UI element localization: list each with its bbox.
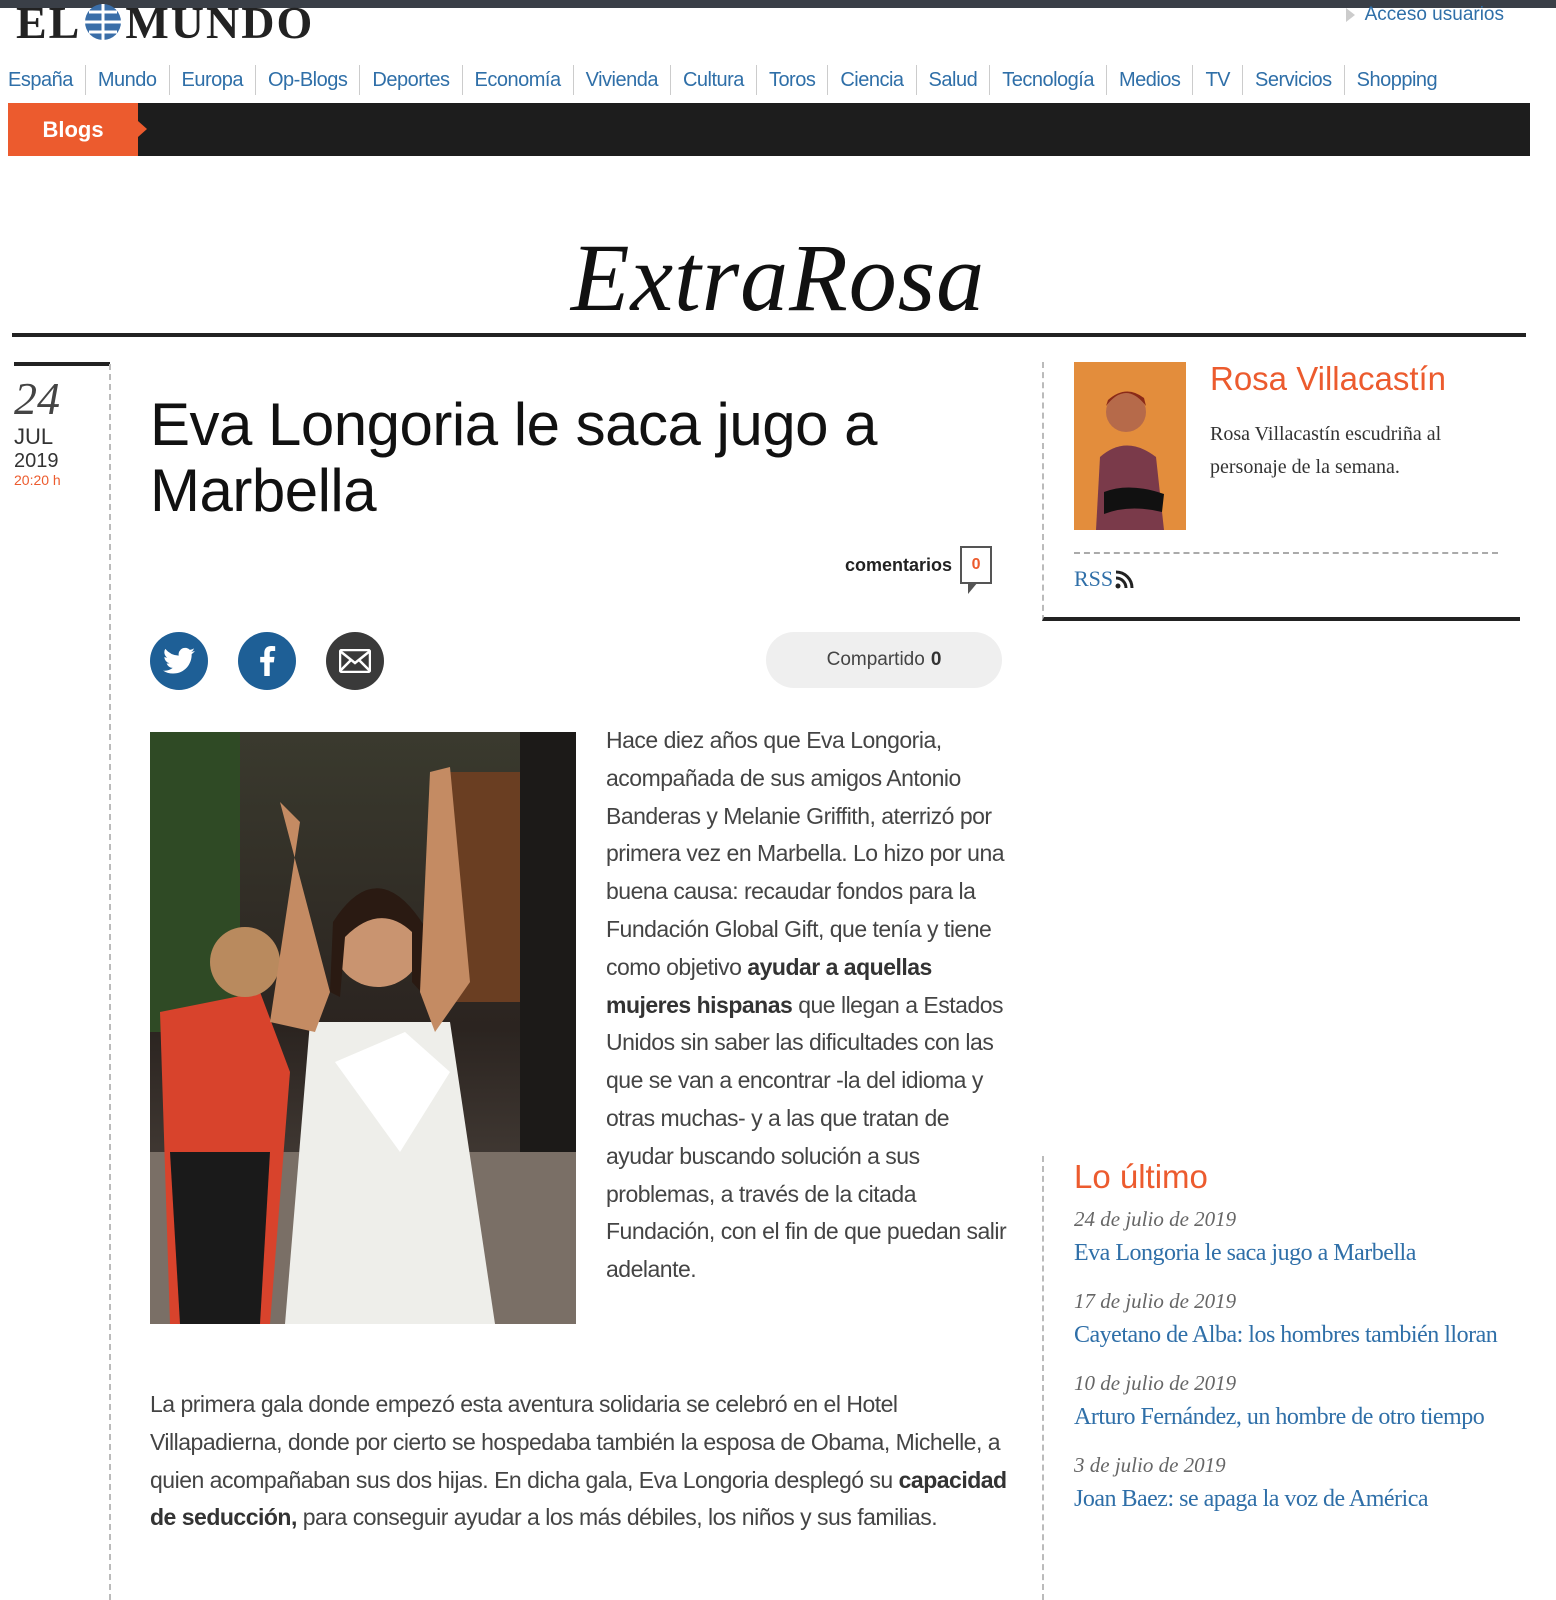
article-photo-image (150, 732, 576, 1324)
latest-link[interactable]: Cayetano de Alba: los hombres también lloran (1074, 1322, 1498, 1348)
nav-item-medios[interactable]: Medios (1107, 65, 1193, 95)
nav-item-toros[interactable]: Toros (757, 65, 828, 95)
share-label: Compartido (826, 649, 925, 670)
list-item (1074, 1286, 1514, 1354)
nav-item-servicios[interactable]: Servicios (1243, 65, 1345, 95)
latest-list (1074, 1204, 1514, 1532)
nav-item-mundo[interactable]: Mundo (86, 65, 170, 95)
nav-item-tv[interactable]: TV (1193, 65, 1243, 95)
share-count: 0 (930, 649, 942, 670)
facebook-share-button[interactable] (238, 632, 296, 690)
nav-item-vivienda[interactable]: Vivienda (574, 65, 671, 95)
latest-date: 17 de julio de 2019 (1074, 1289, 1237, 1313)
mail-icon (339, 649, 371, 673)
logo-text-left: EL (16, 0, 82, 48)
twitter-share-button[interactable] (150, 632, 208, 690)
author-name[interactable]: Rosa Villacastín (1210, 360, 1447, 397)
triangle-icon (1346, 8, 1355, 22)
p1-text-c: que llegan a Estados Unidos sin saber las dificultades con las que se van a encontrar -la del idioma y otras muchas- y a las que tratan de ayudar buscando solución a sus problemas, a través de la citada Fundación, con el fin de que puedan salir adelante. (606, 991, 1007, 1283)
post-date-time: 20:20 h (14, 472, 61, 488)
article-photo[interactable] (150, 732, 576, 1324)
nav-item-deportes[interactable]: Deportes (360, 65, 462, 95)
latest-link[interactable]: Joan Baez: se apaga la voz de América (1074, 1486, 1428, 1512)
post-date-day: 24 (14, 373, 60, 424)
p2-text-bold: capacidad de seducción, (150, 1466, 1007, 1531)
post-date-month: JUL (14, 424, 54, 449)
p1-text-a: Hace diez años que Eva Longoria, acompañada de sus amigos Antonio Banderas y Melanie Griffith, aterrizó por primera vez en Marbella. Lo hizo por una buena causa: recaudar fondos para la Fundación Global Gift, que tenía y tiene como objetivo (606, 727, 1005, 980)
share-icons (150, 632, 384, 690)
twitter-icon (163, 647, 195, 675)
comment-bubble-icon (960, 546, 992, 584)
nav-item-europa[interactable]: Europa (170, 65, 257, 95)
access-link[interactable] (1346, 4, 1504, 26)
blogs-arrow-icon (138, 121, 147, 137)
latest-date: 3 de julio de 2019 (1074, 1453, 1226, 1477)
latest-link[interactable]: Arturo Fernández, un hombre de otro tiempo (1074, 1404, 1485, 1430)
comments-label: comentarios (845, 554, 953, 575)
rss-label: RSS (1074, 566, 1114, 591)
share-counter-button[interactable] (766, 632, 1002, 688)
comments-link[interactable] (845, 546, 992, 584)
rss-icon (1115, 569, 1135, 589)
list-item (1074, 1368, 1514, 1436)
author-divider (1074, 552, 1498, 554)
post-title: Eva Longoria le saca jugo a Marbella (150, 391, 878, 524)
globe-icon (83, 2, 123, 42)
article-paragraph-1 (606, 722, 1012, 1289)
list-item (1074, 1450, 1514, 1518)
nav-item-op-blogs[interactable]: Op-Blogs (256, 65, 360, 95)
nav-item-shopping[interactable]: Shopping (1356, 69, 1438, 91)
date-divider (109, 364, 111, 1600)
blog-title[interactable]: ExtraRosa (570, 224, 986, 331)
comments-count: 0 (971, 556, 981, 573)
nav-item-espana[interactable]: España (8, 65, 86, 95)
latest-divider (1042, 1156, 1046, 1600)
site-logo[interactable] (16, 0, 314, 48)
nav-item-cultura[interactable]: Cultura (671, 65, 757, 95)
p1-text-bold: ayudar a aquellas mujeres hispanas (606, 953, 932, 1018)
nav-item-ciencia[interactable]: Ciencia (828, 65, 916, 95)
access-label: Acceso usuarios (1364, 4, 1504, 25)
header-divider (12, 333, 1526, 337)
post-date-year: 2019 (14, 450, 59, 472)
main-nav (8, 62, 1449, 98)
blogs-tab[interactable]: Blogs (8, 103, 138, 156)
latest-link[interactable]: Eva Longoria le saca jugo a Marbella (1074, 1240, 1416, 1266)
latest-heading: Lo último (1074, 1158, 1208, 1195)
nav-item-salud[interactable]: Salud (917, 65, 991, 95)
author-description: Rosa Villacastín escudriña al personaje de la semana. (1210, 423, 1442, 478)
latest-date: 10 de julio de 2019 (1074, 1371, 1237, 1395)
article-paragraph-2 (150, 1386, 1010, 1537)
p2-text-c: para conseguir ayudar a los más débiles, los niños y sus familias. (296, 1504, 938, 1531)
list-item (1074, 1204, 1514, 1272)
post-date (14, 362, 110, 488)
facebook-icon (258, 646, 276, 676)
nav-item-economia[interactable]: Economía (463, 65, 574, 95)
p2-text-a: La primera gala donde empezó esta aventura solidaria se celebró en el Hotel Villapadierna, donde por cierto se hospedaba también la esposa de Obama, Michelle, a quien acompañaban sus dos hijas. En dicha gala, Eva Longoria desplegó su (150, 1391, 1001, 1493)
logo-text-right: MUNDO (125, 0, 315, 48)
author-avatar[interactable] (1074, 362, 1186, 530)
author-avatar-image (1074, 362, 1186, 530)
section-bar (8, 103, 1530, 156)
rss-link[interactable] (1074, 566, 1135, 592)
latest-date: 24 de julio de 2019 (1074, 1207, 1237, 1231)
nav-item-tecnologia[interactable]: Tecnología (990, 65, 1107, 95)
email-share-button[interactable] (326, 632, 384, 690)
